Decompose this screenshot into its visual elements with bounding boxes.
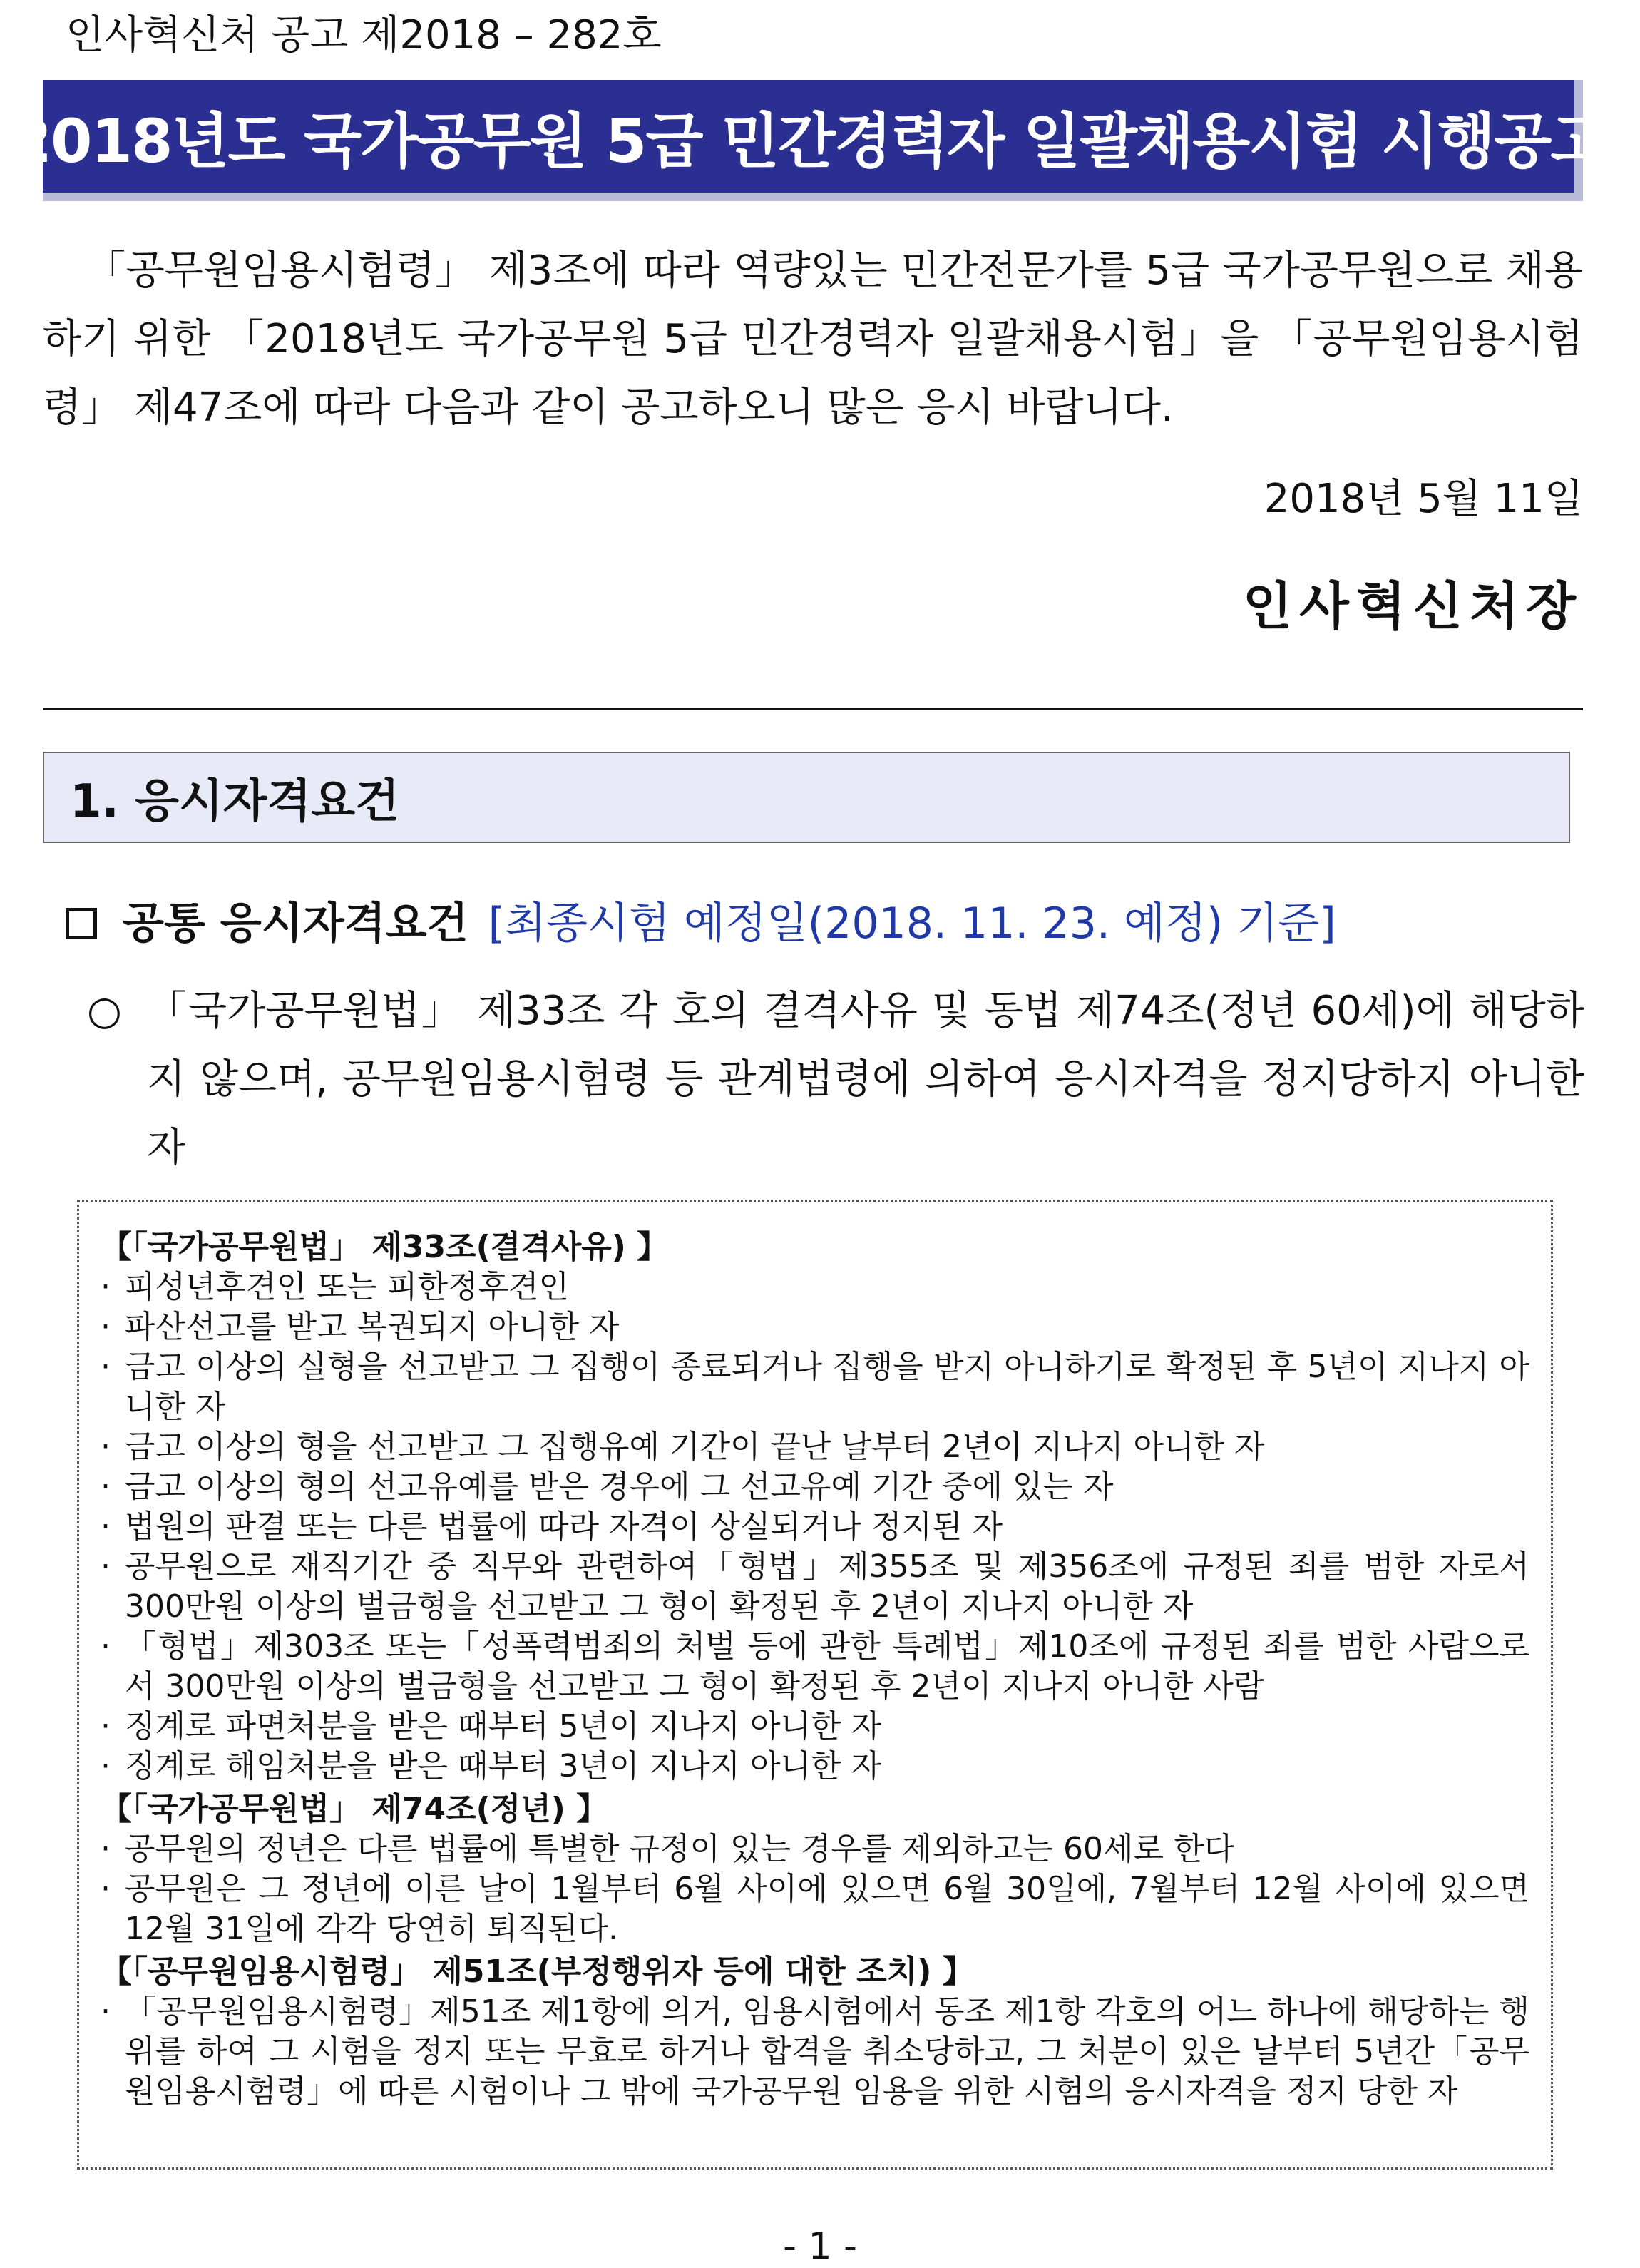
law-list-item — [101, 1547, 1529, 1627]
middle-dot-bullet-icon: · — [101, 1468, 111, 1505]
law-list-item — [101, 1707, 1529, 1747]
law-item-text: 「형법」제303조 또는「성폭력범죄의 처벌 등에 관한 특례법」제10조에 규정된 죄를 범한 사람으로서 300만원 이상의 벌금형을 선고받고 그 형이 확정된 후 2년이 지나지 아니한 사람 — [125, 1628, 1529, 1705]
law-heading: 【「국가공무원법」 제33조(결격사유) 】 — [101, 1229, 669, 1265]
law-list-item — [101, 1427, 1529, 1467]
middle-dot-bullet-icon: · — [101, 1628, 111, 1665]
law-list-item — [101, 1347, 1529, 1427]
law-list-item — [101, 1467, 1529, 1507]
middle-dot-bullet-icon: · — [101, 1831, 111, 1867]
page-number: - 1 - — [783, 2225, 857, 2268]
law-list-item — [101, 1267, 1529, 1307]
divider — [43, 708, 1583, 710]
middle-dot-bullet-icon: · — [101, 1349, 111, 1385]
law-item-text: 금고 이상의 형을 선고받고 그 집행유예 기간이 끝난 날부터 2년이 지나지 아니한 자 — [125, 1429, 1265, 1465]
law-group — [101, 1227, 1529, 1787]
law-list-item — [101, 1747, 1529, 1787]
common-basis-note: [최종시험 예정일(2018. 11. 23. 예정) 기준] — [488, 899, 1336, 949]
law-group — [101, 1952, 1529, 2112]
middle-dot-bullet-icon: · — [101, 1269, 111, 1305]
law-list-item — [101, 1992, 1529, 2112]
section-title: 1. 응시자격요건 — [70, 775, 400, 828]
law-heading: 【「국가공무원법」 제74조(정년) 】 — [101, 1791, 608, 1827]
common-requirement-text: 「국가공무원법」 제33조 각 호의 결격사유 및 동법 제74조(정년 60세)에 해당하지 않으며, 공무원임용시험령 등 관계법령에 의하여 응시자격을 정지당하지 아니한 자 — [147, 988, 1584, 1171]
law-item-text: 공무원은 그 정년에 이른 날이 1월부터 6월 사이에 있으면 6월 30일에, 7월부터 12월 사이에 있으면 12월 31일에 각각 당연히 퇴직된다. — [125, 1871, 1529, 1947]
law-list-item — [101, 1627, 1529, 1707]
law-item-text: 「공무원임용시험령」제51조 제1항에 의거, 임용시험에서 동조 제1항 각호의 어느 하나에 해당하는 행위를 하여 그 시험을 정지 또는 무효로 하거나 합격을 취소당하고, 그 처분이 있은 날부터 5년간「공무원임용시험령」에 따른 시험이나 그 밖에 국가공무원 임용을 위한 시험의 응시자격을 정지 당한 자 — [125, 1993, 1529, 2110]
middle-dot-bullet-icon: · — [101, 1708, 111, 1745]
middle-dot-bullet-icon: · — [101, 1429, 111, 1465]
law-list-item — [101, 1869, 1529, 1949]
notice-number: 인사혁신처 공고 제2018 – 282호 — [66, 12, 662, 58]
middle-dot-bullet-icon: · — [101, 1548, 111, 1585]
middle-dot-bullet-icon: · — [101, 1871, 111, 1907]
common-requirements-heading — [66, 892, 1336, 956]
law-item-text: 피성년후견인 또는 피한정후견인 — [125, 1269, 570, 1305]
law-item-text: 공무원으로 재직기간 중 직무와 관련하여「형법」제355조 및 제356조에 규정된 죄를 범한 자로서 300만원 이상의 벌금형을 선고받고 그 형이 확정된 후 2년이 지나지 아니한 자 — [125, 1548, 1529, 1625]
law-list-item — [101, 1829, 1529, 1869]
intro-paragraph: 「공무원임용시험령」 제3조에 따라 역량있는 민간전문가를 5급 국가공무원으로 채용하기 위한 「2018년도 국가공무원 5급 민간경력자 일괄채용시험」을 「공무원임용시험령」 제47조에 따라 다음과 같이 공고하오니 많은 응시 바랍니다. — [43, 247, 1583, 431]
law-item-text: 파산선고를 받고 복권되지 아니한 자 — [125, 1309, 620, 1345]
law-list-item — [101, 1507, 1529, 1547]
law-group — [101, 1789, 1529, 1949]
announcement-date: 2018년 5월 11일 — [1264, 476, 1583, 522]
law-heading: 【「공무원임용시험령」 제51조(부정행위자 등에 대한 조치) 】 — [101, 1953, 974, 1990]
signer: 인사혁신처장 — [1242, 576, 1583, 636]
middle-dot-bullet-icon: · — [101, 1309, 111, 1345]
checkbox-icon — [66, 908, 97, 939]
law-excerpt-box — [77, 1200, 1553, 2170]
circle-bullet-icon: ○ — [87, 988, 122, 1034]
law-item-text: 금고 이상의 형의 선고유예를 받은 경우에 그 선고유예 기간 중에 있는 자 — [125, 1468, 1114, 1505]
law-item-text: 법원의 판결 또는 다른 법률에 따라 자격이 상실되거나 정지된 자 — [125, 1508, 1003, 1545]
law-list-item — [101, 1307, 1529, 1347]
common-heading-text: 공통 응시자격요건 — [123, 899, 468, 949]
law-item-text: 금고 이상의 실형을 선고받고 그 집행이 종료되거나 집행을 받지 아니하기로 확정된 후 5년이 지나지 아니한 자 — [125, 1349, 1529, 1425]
middle-dot-bullet-icon: · — [101, 1993, 111, 2030]
title-banner — [10, 80, 1607, 201]
middle-dot-bullet-icon: · — [101, 1508, 111, 1545]
law-item-text: 징계로 해임처분을 받은 때부터 3년이 지나지 아니한 자 — [125, 1748, 881, 1784]
law-item-text: 공무원의 정년은 다른 법률에 특별한 규정이 있는 경우를 제외하고는 60세로 한다 — [125, 1831, 1234, 1867]
section-header — [43, 752, 1570, 843]
page-title: 2018년도 국가공무원 5급 민간경력자 일괄채용시험 시행공고 — [10, 106, 1607, 176]
middle-dot-bullet-icon: · — [101, 1748, 111, 1784]
common-requirement-item — [87, 977, 1584, 1182]
law-item-text: 징계로 파면처분을 받은 때부터 5년이 지나지 아니한 자 — [125, 1708, 881, 1745]
